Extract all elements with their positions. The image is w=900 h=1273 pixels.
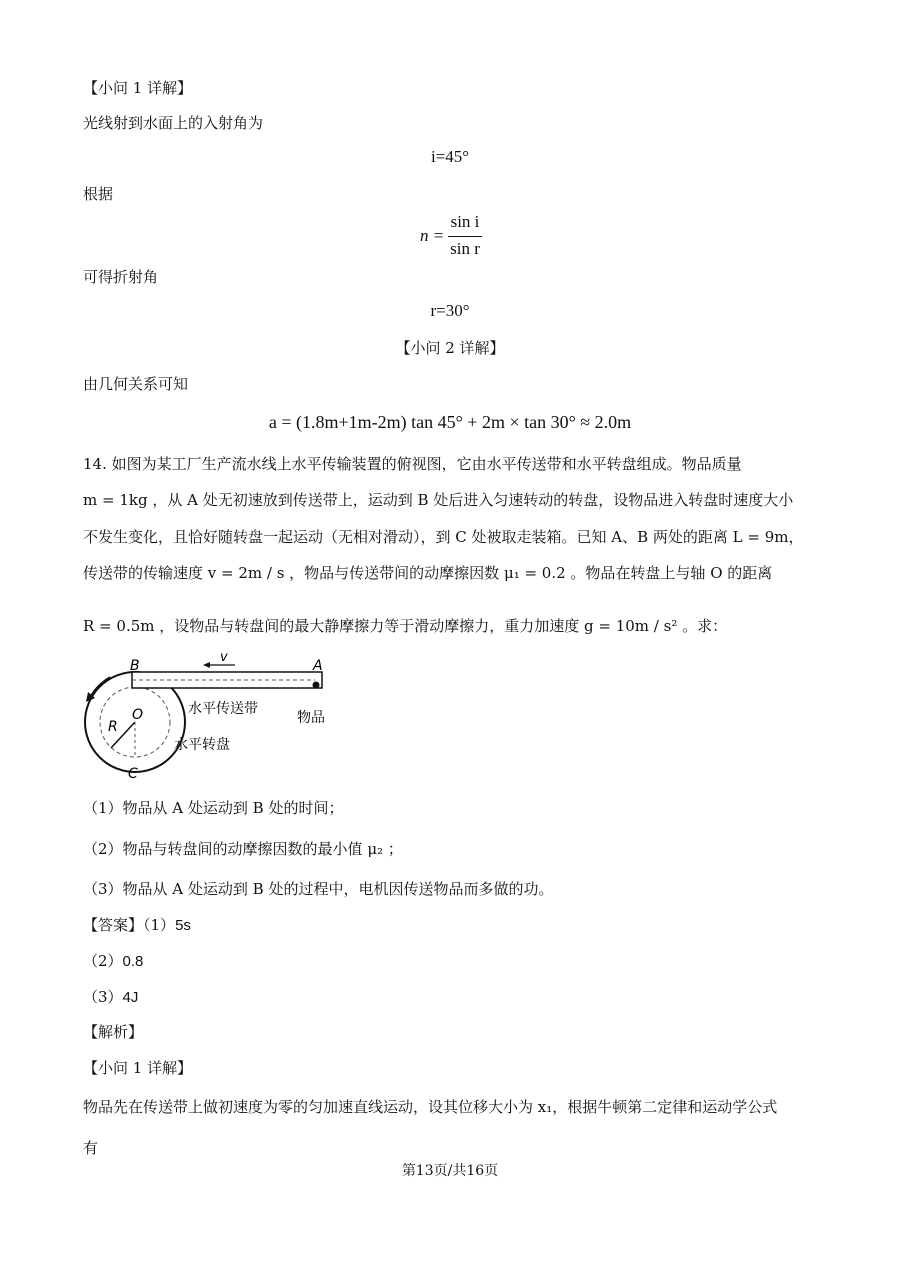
answer-3-value: 4J	[122, 989, 139, 1006]
fraction-denominator: sin r	[450, 239, 480, 258]
equation-refraction-angle: r=30°	[430, 301, 470, 320]
text-line: 可得折射角	[83, 268, 159, 286]
question-1: （1）物品从 A 处运动到 B 处的时间；	[83, 799, 344, 817]
label-O: O	[132, 707, 144, 723]
answer-label: （3）	[83, 988, 123, 1006]
label-item: 物品	[297, 710, 325, 726]
conveyor-turntable-figure	[70, 652, 360, 787]
answer-label: （2）	[83, 952, 123, 970]
fraction-bar	[448, 236, 482, 237]
label-v: v	[220, 652, 228, 665]
problem-text-line: m = 1kg ，从 A 处无初速放到传送带上，运动到 B 处后进入匀速转动的转盘，设物品进入转盘时速度大小	[83, 491, 794, 509]
page-number-footer: 第13页/共16页	[401, 1163, 499, 1179]
label-A: A	[313, 658, 323, 674]
section-heading-analysis: 【解析】	[83, 1023, 144, 1041]
answer-line-2	[83, 950, 143, 973]
label-belt: 水平传送带	[188, 701, 258, 717]
section-heading-q1: 【小问 1 详解】	[83, 79, 193, 97]
label-disk: 水平转盘	[174, 737, 230, 753]
analysis-text-line: 有	[83, 1139, 99, 1157]
section-heading-q2: 【小问 2 详解】	[395, 339, 505, 357]
label-R: R	[108, 719, 118, 735]
text-line: 光线射到水面上的入射角为	[83, 114, 264, 132]
answer-2-value: 0.8	[122, 953, 144, 970]
problem-text-line: 14. 如图为某工厂生产流水线上水平传输装置的俯视图，它由水平传送带和水平转盘组成。物品质量	[83, 455, 742, 473]
answer-prefix: 【答案】	[83, 916, 144, 934]
section-heading-q1-analysis: 【小问 1 详解】	[83, 1059, 193, 1077]
answer-label: （1）	[143, 916, 176, 934]
text-line: 由几何关系可知	[83, 375, 189, 393]
problem-text-line: 传送带的传输速度 v = 2m / s ，物品与传送带间的动摩擦因数 μ₁ = 0.2 。物品在转盘上与轴 O 的距离	[83, 564, 773, 582]
equation-lhs: n =	[420, 226, 445, 245]
answer-line-1	[83, 914, 191, 937]
equation-incidence-angle: i=45°	[430, 147, 470, 166]
problem-text-line: 不发生变化，且恰好随转盘一起运动（无相对滑动），到 C 处被取走装箱。已知 A、B 两处的距离 L = 9m，	[83, 528, 804, 546]
problem-text-line: R = 0.5m ，设物品与转盘间的最大静摩擦力等于滑动摩擦力，重力加速度 g = 10m / s² 。求：	[83, 617, 728, 635]
item-dot	[313, 682, 320, 689]
question-2: （2）物品与转盘间的动摩擦因数的最小值 μ₂ ；	[83, 840, 403, 858]
fraction-numerator: sin i	[450, 212, 480, 231]
label-C: C	[128, 766, 138, 782]
analysis-text-line: 物品先在传送带上做初速度为零的匀加速直线运动，设其位移大小为 x₁，根据牛顿第二定律和运动学公式	[83, 1098, 778, 1116]
velocity-arrowhead	[203, 662, 210, 668]
answer-1-value: 5s	[175, 917, 191, 934]
question-3: （3）物品从 A 处运动到 B 处的过程中，电机因传送物品而多做的功。	[83, 880, 554, 898]
equation-distance-a: a = (1.8m+1m-2m) tan 45° + 2m × tan 30° ≈ 2.0m	[268, 412, 632, 432]
text-line: 根据	[83, 185, 114, 203]
equation-refraction-index	[420, 212, 540, 262]
label-B: B	[130, 658, 140, 674]
answer-line-3	[83, 986, 138, 1009]
